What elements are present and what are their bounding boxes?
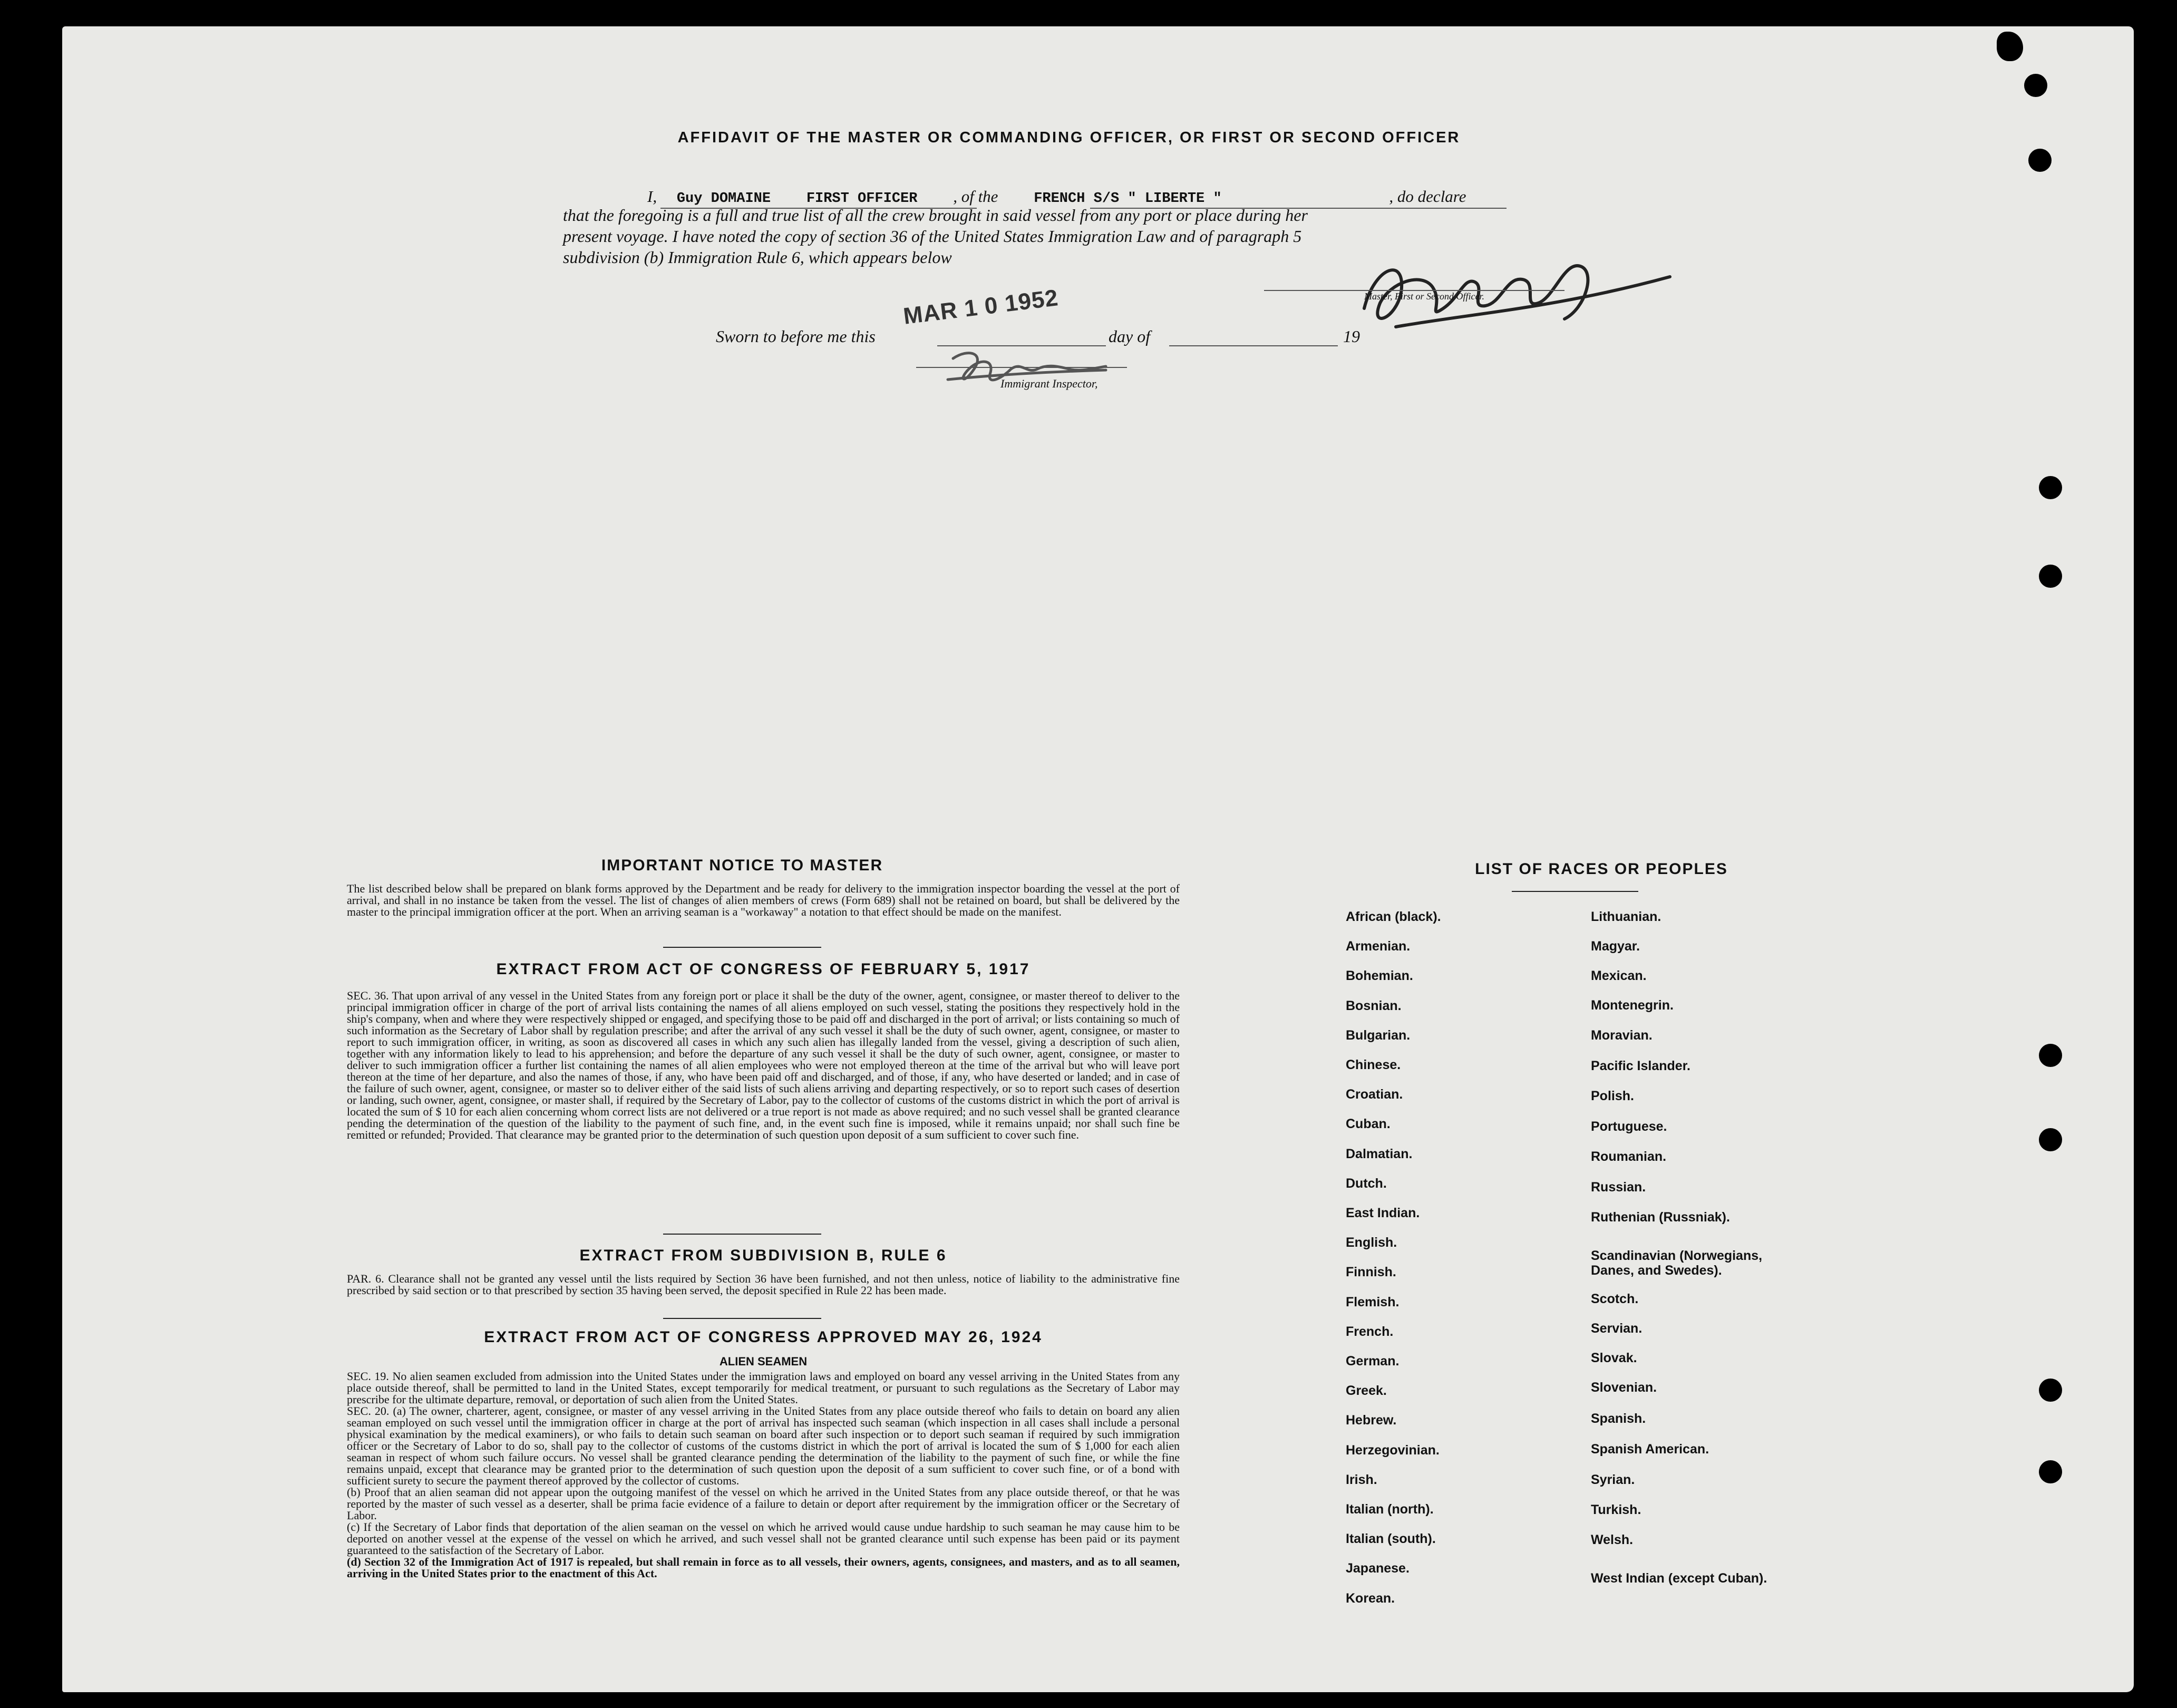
extract2-divider xyxy=(663,1318,821,1319)
race-item: African (black). xyxy=(1346,909,1441,924)
notice-divider xyxy=(663,947,821,948)
binder-hole xyxy=(2039,1460,2062,1483)
affidavit-line-2: that the foregoing is a full and true list of all the crew brought in said vessel from any port or place during her xyxy=(563,206,1308,225)
binder-hole xyxy=(2039,1128,2062,1151)
race-item: Korean. xyxy=(1346,1590,1395,1606)
extract3-sec20c: (c) If the Secretary of Labor finds that deportation of the alien seaman on the vessel on which he arrived would cause undue hardship to such seaman he may cause him to be deported on another vessel at the expense of the vessel on which he arrived, and such vessel shall not be granted clearance until such expense has been paid or its payment guaranteed to the satisfaction of the Secretary of Labor. xyxy=(347,1520,1180,1557)
race-item: Slovak. xyxy=(1591,1351,1637,1365)
race-item: Cuban. xyxy=(1346,1117,1391,1132)
affidavit-line-4: subdivision (b) Immigration Rule 6, which appears below xyxy=(563,248,952,267)
inspector-caption: Immigrant Inspector, xyxy=(1000,377,1098,390)
month-underline xyxy=(1169,345,1338,346)
binder-hole xyxy=(2039,1044,2062,1067)
race-item: Dutch. xyxy=(1346,1176,1387,1191)
signature-caption: Master, First or Second Officer. xyxy=(1364,291,1484,302)
race-item: Flemish. xyxy=(1346,1294,1400,1309)
notice-heading: IMPORTANT NOTICE TO MASTER xyxy=(601,857,883,874)
extract3-heading: EXTRACT FROM ACT OF CONGRESS APPROVED MAY 26, 1924 xyxy=(484,1328,1043,1346)
extract2-body: PAR. 6. Clearance shall not be granted any vessel until the lists required by Section 36 have been furnished, and not then unless, notice of liability to the administrative fine prescribed by said section or to that prescribed by section 35 having been served, the deposit specified in Rule 22 has been made. xyxy=(347,1272,1180,1297)
extract3-sec19: SEC. 19. No alien seamen excluded from admission into the United States under the immigration laws and employed on board any vessel arriving in the United States from any place outside thereof, shall be permitted to land in the United States, except temporarily for medical treatment, or pursuant to such regulations as the Secretary of Labor may prescribe for the ultimate departure, removal, or deportation of such alien from the United States. xyxy=(347,1370,1180,1406)
race-item: Moravian. xyxy=(1591,1028,1653,1043)
officer-name: Guy DOMAINE xyxy=(676,191,771,207)
extract1-body: SEC. 36. That upon arrival of any vessel in the United States from any foreign port or place it shall be the duty of the owner, agent, consignee, or master thereof to deliver to the principal immigration officer in charge of the port of arrival lists containing the names of all aliens employed on such vessel, stating the positions they respectively hold in the ship's company, when and where they were respectively shipped or engaged, and specifying those to be paid off and discharged in the port of arrival; or lists containing so much of such information as the Secretary of Labor shall by regulation prescribe; and after the arrival of any such vessel it shall be the duty of such owner, agent, consignee, or master to report to such immigration officer, in writing, as soon as discovered all cases in which any such alien has illegally landed from the vessel, giving a description of such alien, together with any information likely to lead to his apprehension; and before the departure of any such vessel it shall be the duty of such owner, agent, consignee, or master to deliver to such immigration officer a further list containing the names of all alien employees who were not employed thereon at the time of the arrival but who will leave port thereon at the time of her departure, and also the names of those, if any, who have been paid off and discharged, and of those, if any, who have deserted or landed; and in case of the failure of such owner, agent, consignee, or master so to deliver either of the said lists of such aliens arriving and departing respectively, or so to report such cases of desertion or landing, such owner, agent, consignee, or master shall, if required by the Secretary of Labor, pay to the collector of customs of the customs district in which the port of arrival is located the sum of $ 10 for each alien concerning whom correct lists are not delivered or a true report is not made as above required; and no such vessel shall be granted clearance pending the determination of the question of the liability to the payment of such fine, and, in the event such fine is imposed, while it remains unpaid; nor shall such fine be remitted or refunded; Provided. That clearance may be granted prior to the determination of such question upon deposit of a sum sufficient to cover such fine. xyxy=(347,989,1180,1141)
race-item: Italian (north). xyxy=(1346,1502,1434,1517)
officer-signature xyxy=(1333,229,1702,345)
race-item: Bosnian. xyxy=(1346,998,1402,1013)
extract2-heading: EXTRACT FROM SUBDIVISION B, RULE 6 xyxy=(579,1247,947,1264)
race-item: Bulgarian. xyxy=(1346,1027,1411,1043)
race-item: Greek. xyxy=(1346,1383,1387,1399)
extract3-sec20b: (b) Proof that an alien seaman did not appear upon the outgoing manifest of the vessel on which he arrived in the United States from any place outside thereof, or that he was reported by the master of such vessel as a deserter, shall be prima facie evidence of a failure to detain or deport after requirement by the immigration officer or the Secretary of Labor. xyxy=(347,1486,1180,1522)
extract3-body xyxy=(347,1371,1180,1579)
race-item: Herzegovinian. xyxy=(1346,1442,1440,1458)
officer-rank: FIRST OFFICER xyxy=(806,191,918,207)
race-item: Croatian. xyxy=(1346,1087,1403,1102)
inspector-line xyxy=(916,367,1127,368)
race-item: Armenian. xyxy=(1346,939,1411,954)
race-item: East Indian. xyxy=(1346,1206,1420,1220)
race-item: Ruthenian (Russniak). xyxy=(1591,1210,1730,1225)
race-item: Scandinavian (Norwegians, Danes, and Swedes). xyxy=(1591,1248,1763,1278)
binder-hole xyxy=(2039,476,2062,499)
race-item: Roumanian. xyxy=(1591,1149,1667,1164)
race-item: Spanish American. xyxy=(1591,1442,1709,1457)
race-item: Finnish. xyxy=(1346,1265,1396,1280)
binder-hole xyxy=(2039,1379,2062,1402)
day-of-label: day of xyxy=(1109,327,1151,346)
do-declare-label: , do declare xyxy=(1389,187,1466,206)
affidavit-line-1 xyxy=(584,187,1638,207)
document-page xyxy=(62,26,2134,1692)
affidavit-title: AFFIDAVIT OF THE MASTER OR COMMANDING OFFICER, OR FIRST OR SECOND OFFICER xyxy=(677,129,1461,146)
extract3-sec20d: (d) Section 32 of the Immigration Act of 1917 is repealed, but shall remain in force as to all vessels, their owners, agents, consignees, and masters, and as to all seamen, arriving in the United States prior to the enactment of this Act. xyxy=(347,1555,1180,1580)
race-item: Dalmatian. xyxy=(1346,1146,1413,1161)
extract3-sec20a: SEC. 20. (a) The owner, charterer, agent, consignee, or master of any vessel arriving in the United States from any place outside thereof who fails to detain on board any alien seaman employed on such vessel until the immigration officer in charge at the port of arrival has inspected such seaman (which inspection in all cases shall include a personal physical examination by the medical examiners), or who fails to detain such seaman on board after such inspection or to deport such seaman if required by such immigration officer or the Secretary of Labor to do so, shall pay to the collector of customs of the customs district in which the port of arrival is located the sum of $ 1,000 for each alien seaman in respect of whom such failure occurs. No vessel shall be granted clearance pending the determination of the liability to the payment of such fine, or while the fine remains unpaid, except that clearance may be granted prior to the determination of such question upon the deposit of a sum sufficient to cover such fine, or of a bond with sufficient surety to secure the payment thereof approved by the collector of customs. xyxy=(347,1404,1180,1487)
i-label: I, xyxy=(647,187,657,206)
race-item: Pacific Islander. xyxy=(1591,1059,1690,1073)
extract1-divider xyxy=(663,1234,821,1235)
races-divider xyxy=(1512,891,1638,892)
race-item: German. xyxy=(1346,1354,1400,1369)
race-item: Welsh. xyxy=(1591,1532,1634,1547)
race-item: Mexican. xyxy=(1591,968,1647,983)
notice-body: The list described below shall be prepared on blank forms approved by the Department and be ready for delivery to the immigration inspector boarding the vessel at the port of arrival, and shall in no instance be taken from the vessel. The list of changes of alien members of crews (Form 689) shall not be retained on board, but shall be delivered by the master to the principal immigration officer at the port. When an arriving seaman is a "workaway" a notation to that effect should be made on the manifest. xyxy=(347,882,1180,918)
race-item: Spanish. xyxy=(1591,1411,1646,1426)
race-item: Japanese. xyxy=(1346,1561,1410,1576)
race-item: Polish. xyxy=(1591,1089,1634,1103)
race-item: English. xyxy=(1346,1235,1397,1250)
of-the-label: , of the xyxy=(953,187,998,206)
date-stamp: MAR 1 0 1952 xyxy=(902,285,1060,329)
race-item: Syrian. xyxy=(1591,1472,1635,1487)
race-item: Lithuanian. xyxy=(1591,909,1661,924)
affidavit-line-3: present voyage. I have noted the copy of section 36 of the United States Immigration Law and of paragraph 5 xyxy=(563,227,1302,246)
vessel-name: FRENCH S/S " LIBERTE " xyxy=(1034,191,1222,207)
race-item: Scotch. xyxy=(1591,1292,1639,1306)
race-item: Irish. xyxy=(1346,1472,1377,1487)
year-prefix: 19 xyxy=(1343,327,1360,346)
race-item: Montenegrin. xyxy=(1591,998,1674,1013)
binder-hole xyxy=(2039,565,2062,588)
race-item: French. xyxy=(1346,1324,1394,1339)
race-item: Hebrew. xyxy=(1346,1413,1397,1428)
extract3-subheading: ALIEN SEAMEN xyxy=(719,1355,808,1368)
race-item: Bohemian. xyxy=(1346,968,1413,984)
binder-hole xyxy=(2024,74,2047,97)
races-heading: LIST OF RACES OR PEOPLES xyxy=(1475,860,1728,878)
race-item: Russian. xyxy=(1591,1180,1646,1195)
race-item: West Indian (except Cuban). xyxy=(1591,1571,1767,1586)
race-item: Magyar. xyxy=(1591,939,1640,954)
extract1-heading: EXTRACT FROM ACT OF CONGRESS OF FEBRUARY 5, 1917 xyxy=(496,960,1031,978)
race-item: Slovenian. xyxy=(1591,1380,1657,1395)
race-item: Portuguese. xyxy=(1591,1119,1667,1134)
race-item: Chinese. xyxy=(1346,1057,1401,1072)
binder-hole xyxy=(2028,149,2052,172)
race-item: Italian (south). xyxy=(1346,1531,1436,1547)
sworn-label: Sworn to before me this xyxy=(716,327,876,346)
race-item: Servian. xyxy=(1591,1321,1643,1336)
race-item: Turkish. xyxy=(1591,1502,1641,1517)
